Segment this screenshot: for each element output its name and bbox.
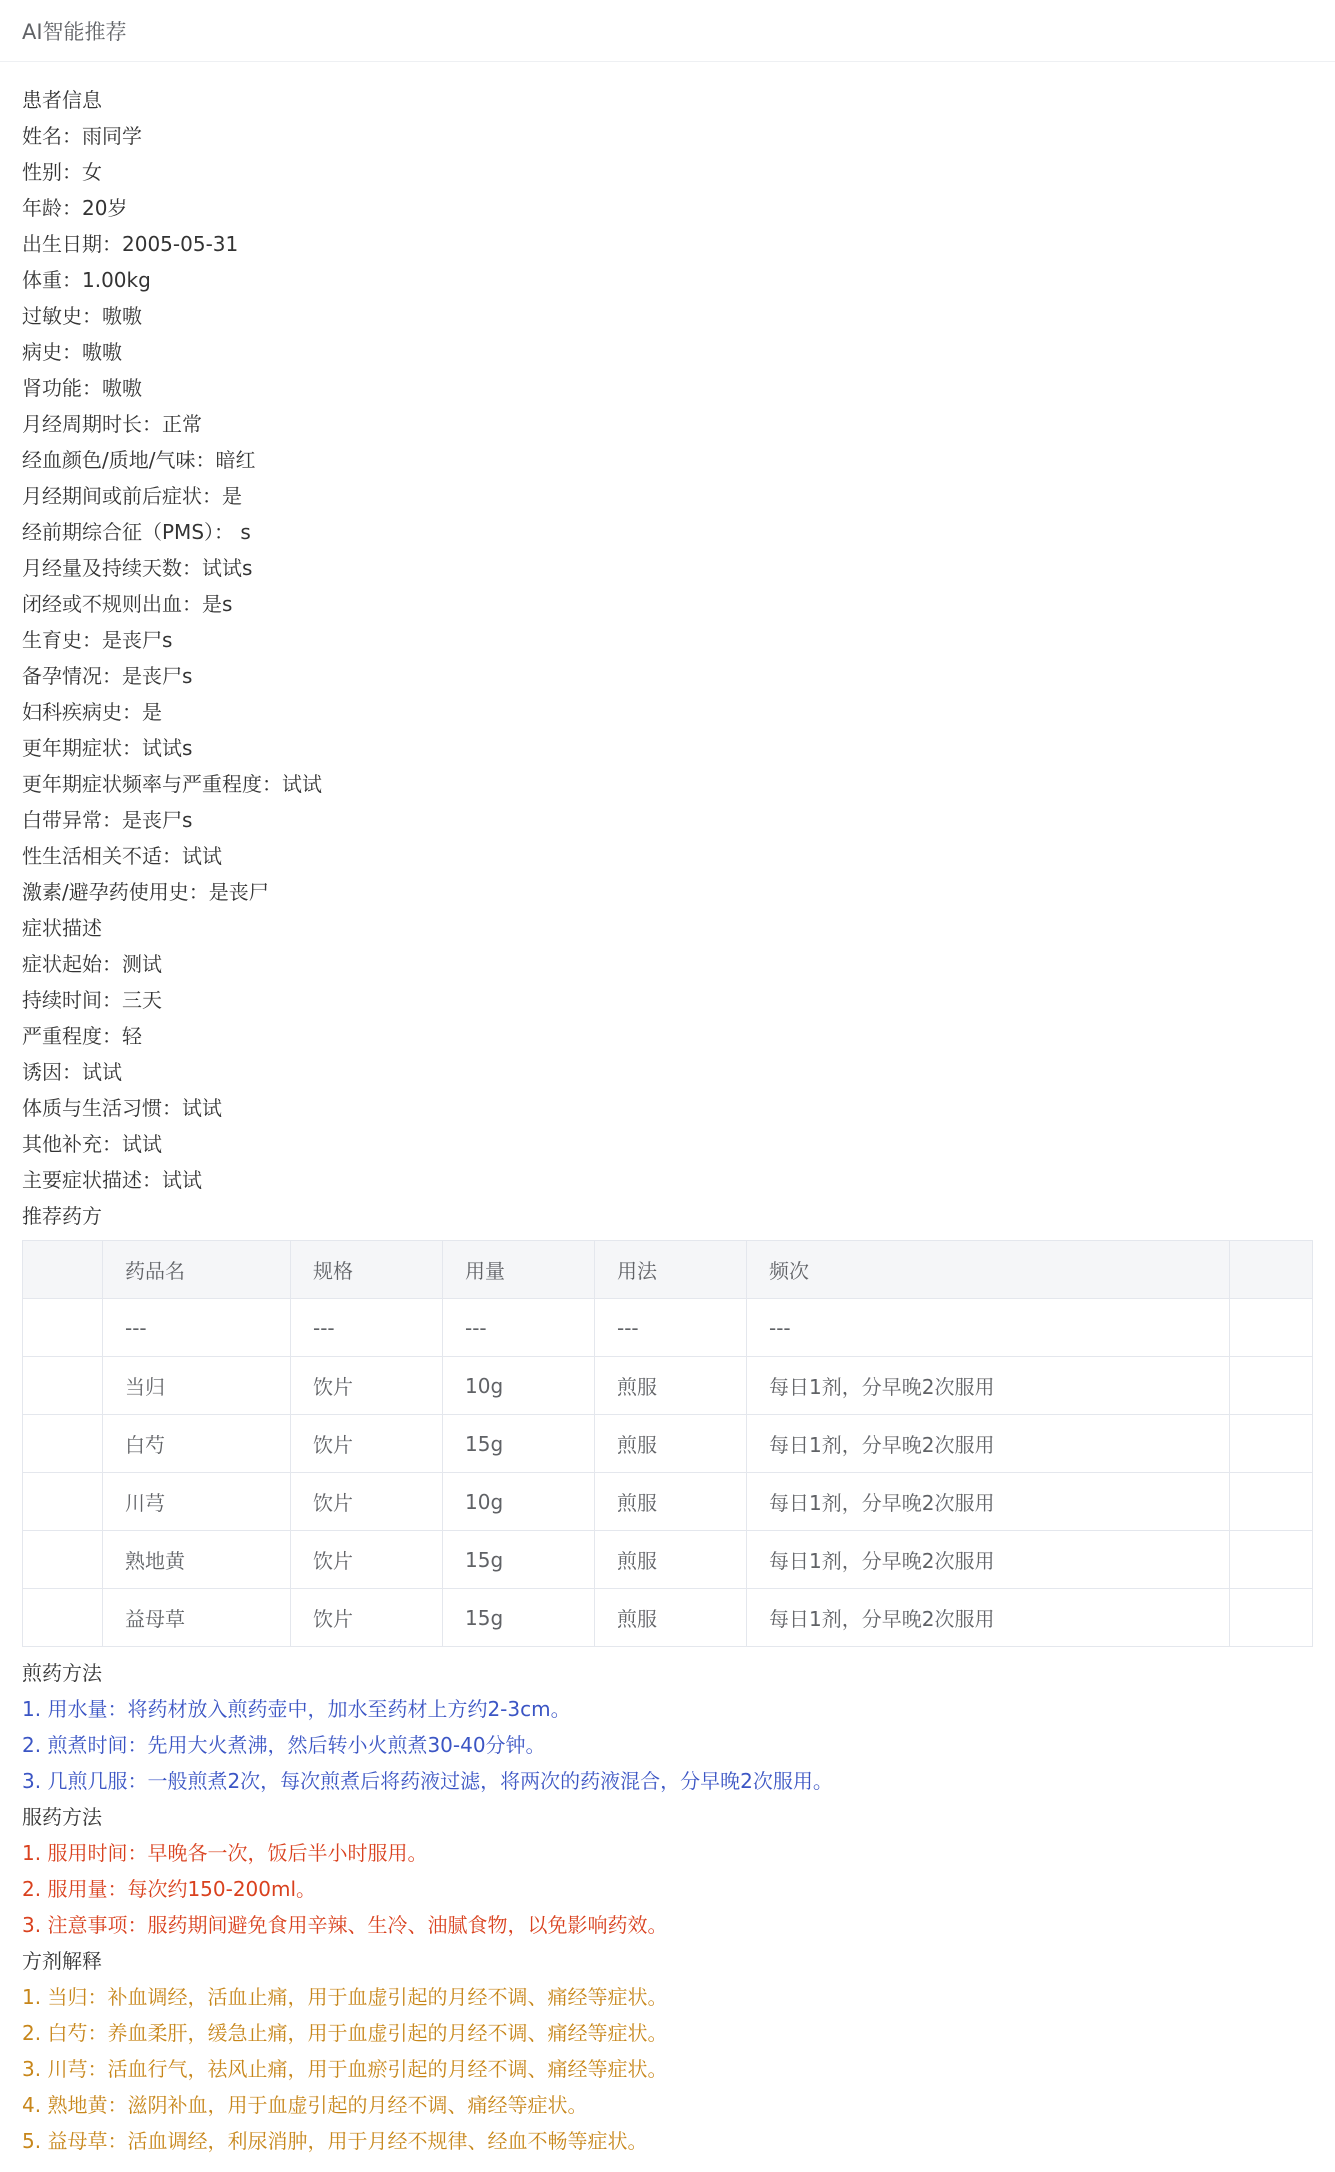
patient-info-field: 肾功能：嗷嗷 (22, 376, 142, 400)
symptom-field: 诱因：试试 (22, 1060, 122, 1084)
dosage-cell: 10g (443, 1357, 595, 1415)
patient-info-field: 性生活相关不适：试试 (22, 844, 222, 868)
explanation-item: 2. 白芍：养血柔肝，缓急止痛，用于血虚引起的月经不调、痛经等症状。 (22, 2021, 668, 2045)
prescription-table (22, 1240, 1313, 1647)
usage-cell: --- (595, 1299, 747, 1357)
spec-cell: 饮片 (291, 1531, 443, 1589)
dosage-header: 用量 (443, 1241, 595, 1299)
spec-cell: 饮片 (291, 1415, 443, 1473)
spec-cell: 饮片 (291, 1473, 443, 1531)
symptom-field: 严重程度：轻 (22, 1024, 142, 1048)
frequency-cell: 每日1剂，分早晚2次服用 (747, 1473, 1230, 1531)
symptom-field: 体质与生活习惯：试试 (22, 1096, 222, 1120)
table-row (23, 1589, 1313, 1647)
drug-name-header: 药品名 (103, 1241, 291, 1299)
administration-method-title: 服药方法 (22, 1805, 102, 1829)
patient-info-field: 白带异常：是丧尸s (22, 808, 193, 832)
row-index-header (23, 1241, 103, 1299)
decoction-step: 1. 用水量：将药材放入煎药壶中，加水至药材上方约2-3cm。 (22, 1697, 571, 1721)
symptom-list (22, 946, 1313, 1198)
table-row (23, 1473, 1313, 1531)
patient-info-field: 病史：嗷嗷 (22, 340, 122, 364)
symptom-field: 其他补充：试试 (22, 1132, 162, 1156)
decoction-method-list (22, 1691, 1313, 1799)
table-body (23, 1299, 1313, 1647)
administration-step: 2. 服用量：每次约150-200ml。 (22, 1877, 317, 1901)
drug-name-cell: 熟地黄 (103, 1531, 291, 1589)
administration-step: 3. 注意事项：服药期间避免食用辛辣、生冷、油腻食物，以免影响药效。 (22, 1913, 668, 1937)
formula-explanation-title: 方剂解释 (22, 1949, 102, 1973)
spec-cell: 饮片 (291, 1357, 443, 1415)
patient-info-field: 姓名：雨同学 (22, 124, 142, 148)
usage-cell: 煎服 (595, 1357, 747, 1415)
explanation-item: 5. 益母草：活血调经，利尿消肿，用于月经不规律、经血不畅等症状。 (22, 2129, 648, 2153)
patient-info-field: 更年期症状：试试s (22, 736, 193, 760)
administration-step: 1. 服用时间：早晚各一次，饭后半小时服用。 (22, 1841, 428, 1865)
patient-info-field: 激素/避孕药使用史：是丧尸 (22, 880, 269, 904)
action-header (1230, 1241, 1313, 1299)
decoction-step: 2. 煎煮时间：先用大火煮沸，然后转小火煎煮30-40分钟。 (22, 1733, 546, 1757)
symptom-description-title: 症状描述 (22, 916, 102, 940)
usage-cell: 煎服 (595, 1531, 747, 1589)
drug-name-cell: 益母草 (103, 1589, 291, 1647)
recommendation-content (0, 62, 1335, 2159)
patient-info-field: 生育史：是丧尸s (22, 628, 173, 652)
frequency-cell: --- (747, 1299, 1230, 1357)
patient-info-title: 患者信息 (22, 88, 102, 112)
action-cell (1230, 1357, 1313, 1415)
patient-info-field: 年龄：20岁 (22, 196, 128, 220)
patient-info-field: 性别：女 (22, 160, 102, 184)
action-cell (1230, 1531, 1313, 1589)
dosage-cell: 15g (443, 1415, 595, 1473)
symptom-field: 症状起始：测试 (22, 952, 162, 976)
explanation-item: 1. 当归：补血调经，活血止痛，用于血虚引起的月经不调、痛经等症状。 (22, 1985, 668, 2009)
frequency-cell: 每日1剂，分早晚2次服用 (747, 1357, 1230, 1415)
row-index-cell (23, 1531, 103, 1589)
patient-info-field: 月经期间或前后症状：是 (22, 484, 242, 508)
usage-cell: 煎服 (595, 1589, 747, 1647)
dosage-cell: 15g (443, 1531, 595, 1589)
patient-info-field: 体重：1.00kg (22, 268, 151, 292)
usage-cell: 煎服 (595, 1473, 747, 1531)
page-header (0, 0, 1335, 62)
row-index-cell (23, 1299, 103, 1357)
patient-info-field: 月经量及持续天数：试试s (22, 556, 253, 580)
decoction-method-title: 煎药方法 (22, 1661, 102, 1685)
drug-name-cell: 白芍 (103, 1415, 291, 1473)
row-index-cell (23, 1357, 103, 1415)
patient-info-field: 月经周期时长：正常 (22, 412, 202, 436)
decoction-step: 3. 几煎几服：一般煎煮2次，每次煎煮后将药液过滤，将两次的药液混合，分早晚2次服用。 (22, 1769, 833, 1793)
patient-info-field: 经前期综合征（PMS）： s (22, 520, 251, 544)
spec-header: 规格 (291, 1241, 443, 1299)
dosage-cell: 10g (443, 1473, 595, 1531)
patient-info-field: 过敏史：嗷嗷 (22, 304, 142, 328)
frequency-header: 频次 (747, 1241, 1230, 1299)
frequency-cell: 每日1剂，分早晚2次服用 (747, 1415, 1230, 1473)
table-row (23, 1357, 1313, 1415)
table-row (23, 1299, 1313, 1357)
patient-info-field: 更年期症状频率与严重程度：试试 (22, 772, 322, 796)
table-row (23, 1415, 1313, 1473)
usage-cell: 煎服 (595, 1415, 747, 1473)
table-header-row (23, 1241, 1313, 1299)
usage-header: 用法 (595, 1241, 747, 1299)
prescription-title: 推荐药方 (22, 1204, 102, 1228)
patient-info-field: 闭经或不规则出血：是s (22, 592, 233, 616)
action-cell (1230, 1473, 1313, 1531)
page-title: AI智能推荐 (22, 19, 127, 44)
frequency-cell: 每日1剂，分早晚2次服用 (747, 1531, 1230, 1589)
action-cell (1230, 1299, 1313, 1357)
symptom-field: 持续时间：三天 (22, 988, 162, 1012)
row-index-cell (23, 1589, 103, 1647)
explanation-item: 4. 熟地黄：滋阴补血，用于血虚引起的月经不调、痛经等症状。 (22, 2093, 588, 2117)
action-cell (1230, 1415, 1313, 1473)
patient-info-list (22, 118, 1313, 910)
drug-name-cell: 当归 (103, 1357, 291, 1415)
patient-info-field: 备孕情况：是丧尸s (22, 664, 193, 688)
table-row (23, 1531, 1313, 1589)
dosage-cell: --- (443, 1299, 595, 1357)
symptom-field: 主要症状描述：试试 (22, 1168, 202, 1192)
administration-method-list (22, 1835, 1313, 1943)
patient-info-field: 妇科疾病史：是 (22, 700, 162, 724)
spec-cell: 饮片 (291, 1589, 443, 1647)
drug-name-cell: --- (103, 1299, 291, 1357)
frequency-cell: 每日1剂，分早晚2次服用 (747, 1589, 1230, 1647)
spec-cell: --- (291, 1299, 443, 1357)
action-cell (1230, 1589, 1313, 1647)
drug-name-cell: 川芎 (103, 1473, 291, 1531)
explanation-item: 3. 川芎：活血行气，祛风止痛，用于血瘀引起的月经不调、痛经等症状。 (22, 2057, 668, 2081)
formula-explanation-list (22, 1979, 1313, 2159)
dosage-cell: 15g (443, 1589, 595, 1647)
row-index-cell (23, 1473, 103, 1531)
patient-info-field: 出生日期：2005-05-31 (22, 232, 239, 256)
patient-info-field: 经血颜色/质地/气味：暗红 (22, 448, 256, 472)
row-index-cell (23, 1415, 103, 1473)
